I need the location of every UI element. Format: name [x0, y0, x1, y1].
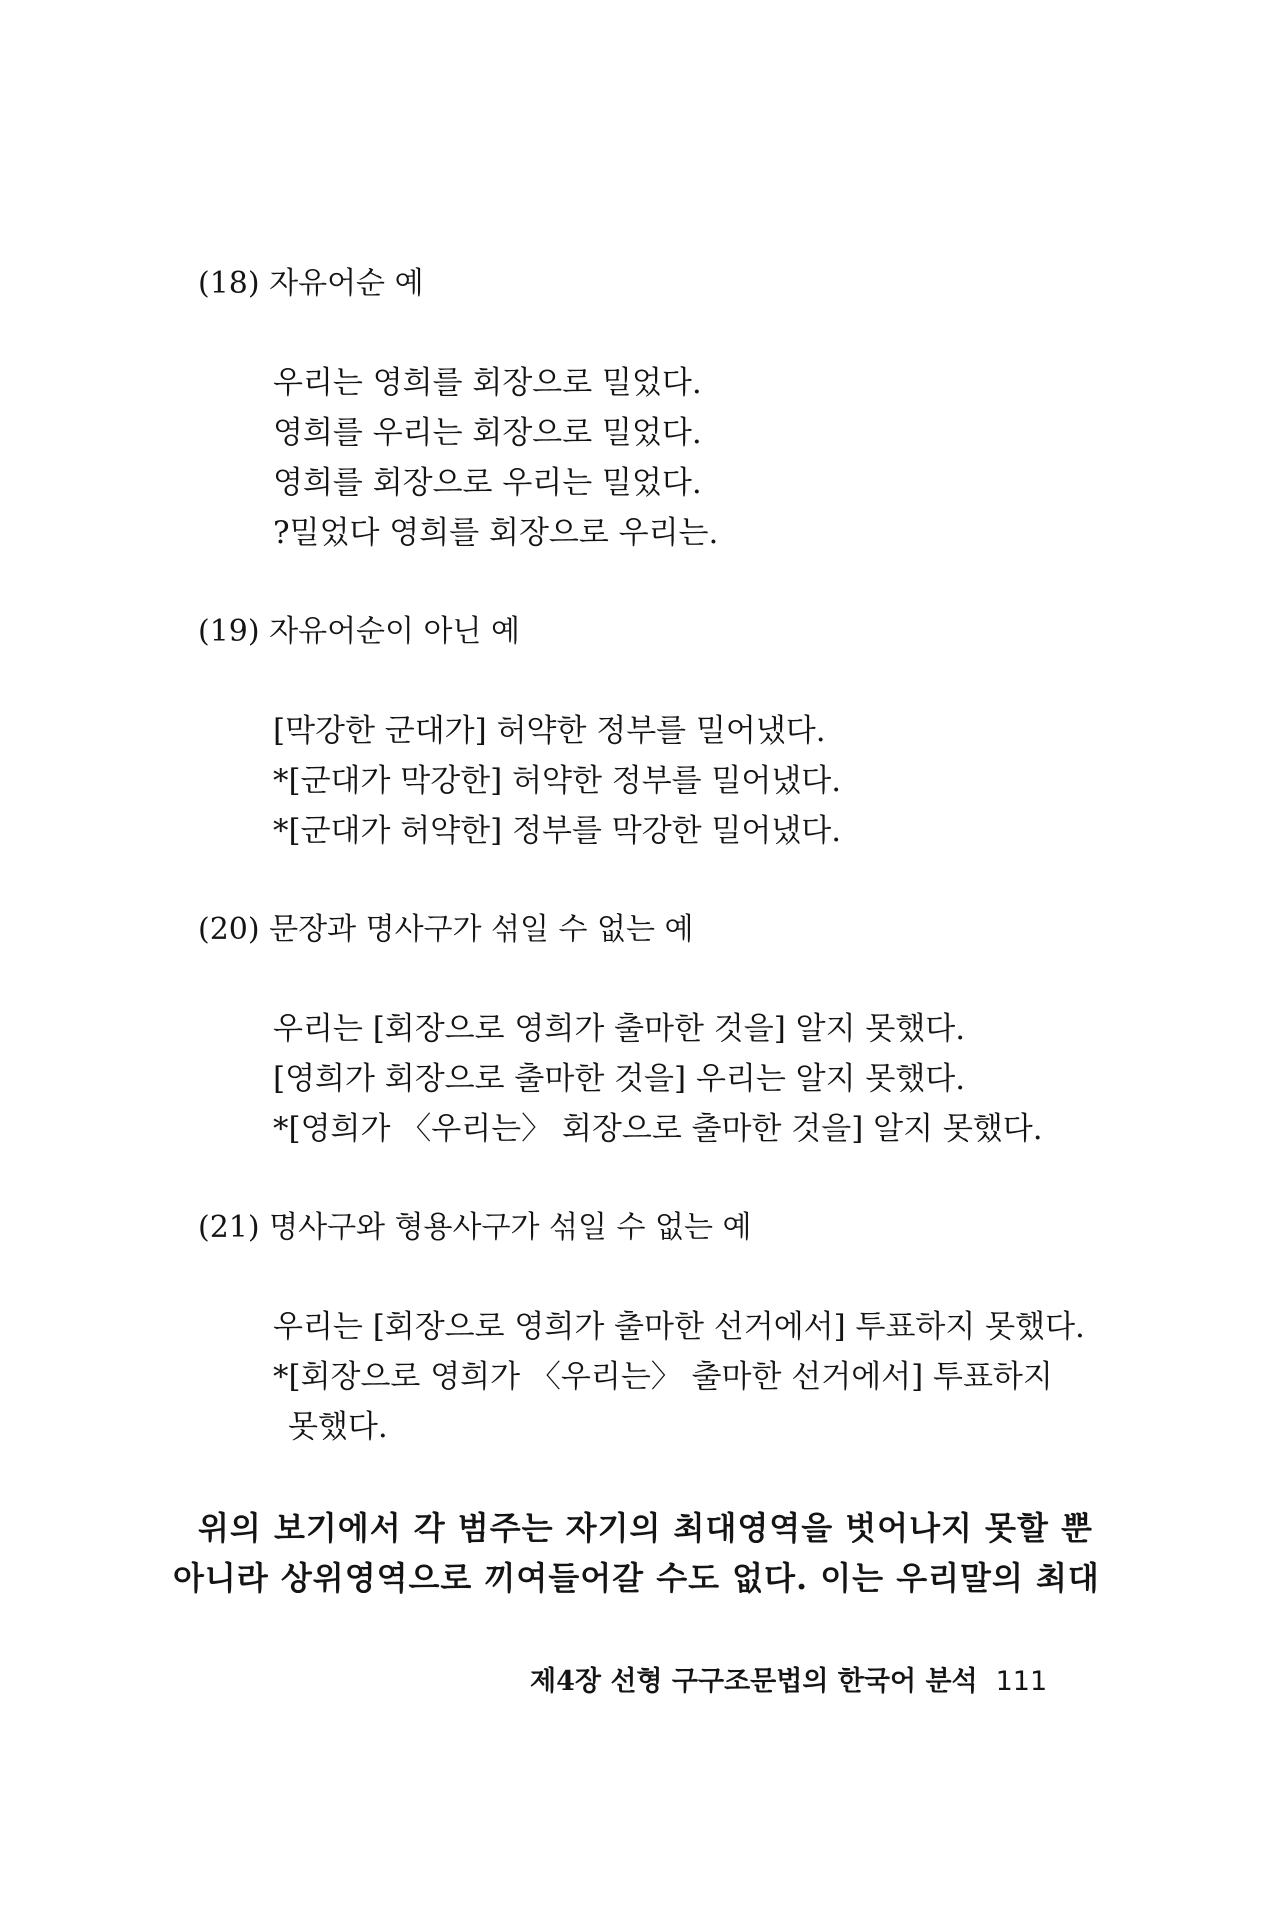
example-18-line-2: 영희를 우리는 회장으로 밀었다.	[273, 415, 702, 451]
example-21-heading: (21) 명사구와 형용사구가 섞일 수 없는 예	[198, 1210, 752, 1245]
example-21-line-3: 못했다.	[288, 1409, 388, 1445]
page-number: 111	[995, 1666, 1048, 1697]
example-18-line-1: 우리는 영희를 회장으로 밀었다.	[273, 365, 702, 401]
example-18-heading: (18) 자유어순 예	[198, 266, 424, 301]
example-19-heading: (19) 자유어순이 아닌 예	[198, 614, 521, 649]
example-19-line-2: *[군대가 막강한] 허약한 정부를 밀어냈다.	[273, 763, 842, 799]
chapter-title: 제4장 선형 구구조문법의 한국어 분석	[530, 1666, 978, 1697]
example-18-line-4: ?밀었다 영희를 회장으로 우리는.	[273, 515, 719, 551]
example-20-line-1: 우리는 [회장으로 영희가 출마한 것을] 알지 못했다.	[273, 1011, 966, 1047]
paragraph-line-2: 아니라 상위영역으로 끼여들어갈 수도 없다. 이는 우리말의 최대	[173, 1559, 1100, 1597]
page-footer	[530, 1665, 1047, 1699]
example-18-line-3: 영희를 회장으로 우리는 밀었다.	[273, 465, 702, 501]
example-21-line-1: 우리는 [회장으로 영희가 출마한 선거에서] 투표하지 못했다.	[273, 1309, 1085, 1345]
paragraph-line-1: 위의 보기에서 각 범주는 자기의 최대영역을 벗어나지 못할 뿐	[198, 1509, 1093, 1547]
example-20-heading: (20) 문장과 명사구가 섞일 수 없는 예	[198, 912, 694, 947]
example-20-line-3: *[영희가 〈우리는〉 회장으로 출마한 것을] 알지 못했다.	[273, 1111, 1043, 1147]
example-19-line-1: [막강한 군대가] 허약한 정부를 밀어냈다.	[273, 713, 826, 749]
example-21-line-2: *[회장으로 영희가 〈우리는〉 출마한 선거에서] 투표하지	[273, 1359, 1053, 1395]
example-19-line-3: *[군대가 허약한] 정부를 막강한 밀어냈다.	[273, 813, 842, 849]
example-20-line-2: [영희가 회장으로 출마한 것을] 우리는 알지 못했다.	[273, 1061, 966, 1097]
